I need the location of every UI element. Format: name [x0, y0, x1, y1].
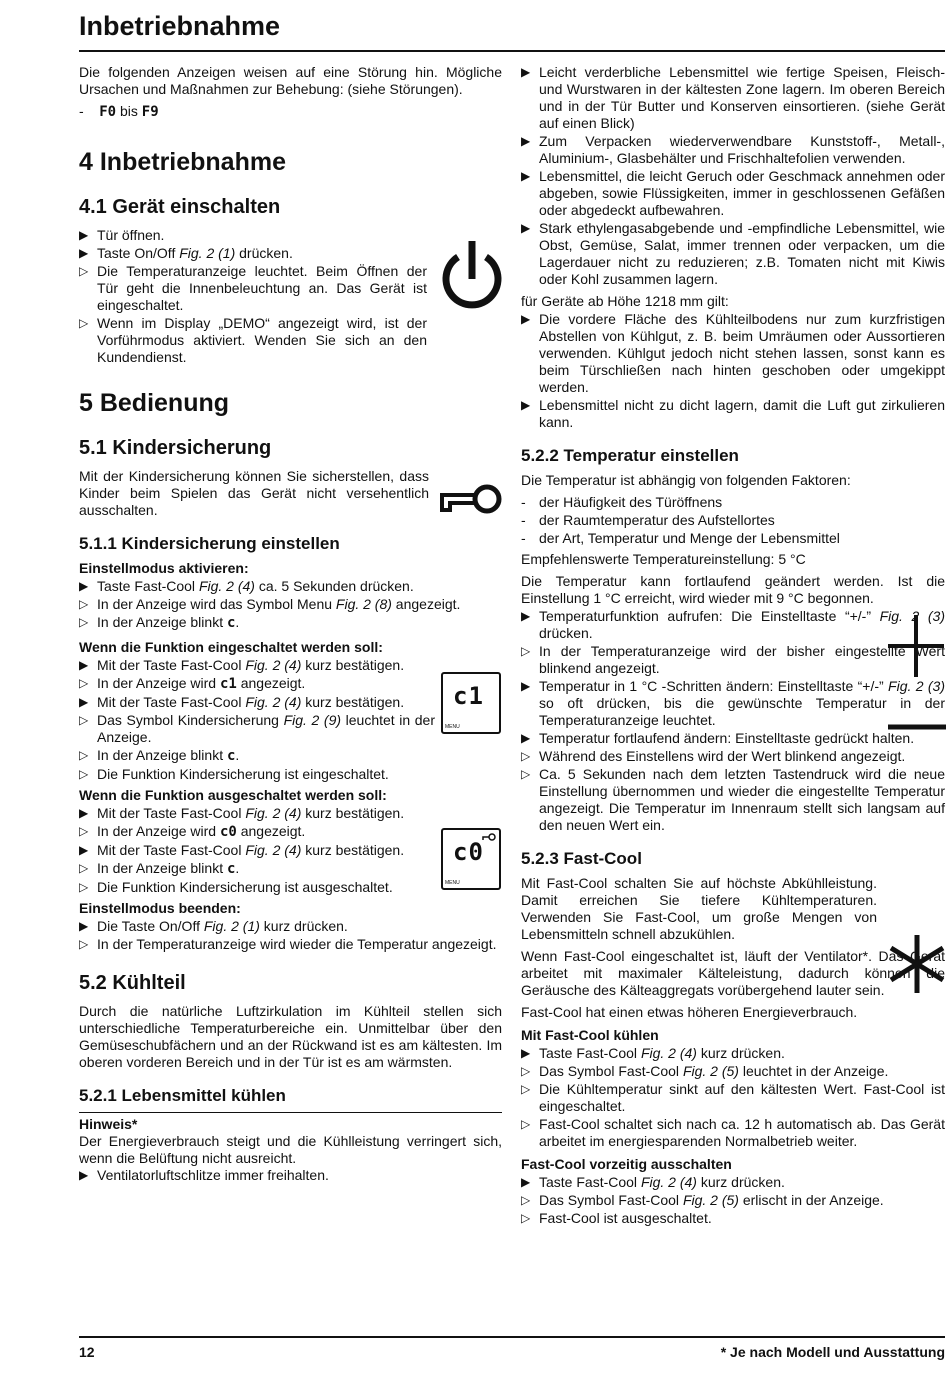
temp-recommendation: Empfehlenswerte Temperatureinstellung: 5 °C: [521, 551, 806, 567]
list-item: [79, 1167, 502, 1184]
list-marker: ▷: [521, 749, 531, 763]
list-item: [521, 1045, 945, 1062]
display-symbol: c: [226, 615, 236, 631]
list-marker: ▶: [79, 246, 89, 260]
key-icon: [438, 482, 504, 518]
item-text: In der Temperaturanzeige wird der bisher eingestellte Wert blinkend angezeigt.: [539, 643, 945, 676]
list-item: [521, 494, 945, 511]
display-symbol: c0: [219, 824, 237, 840]
list-marker: ▶: [521, 312, 531, 326]
key-mini-icon: [482, 833, 496, 841]
list-item: [521, 608, 945, 642]
item-text: In der Anzeige blinkt: [97, 860, 227, 876]
item-text-end: kurz bestätigen.: [301, 657, 405, 673]
exit-steps: [79, 918, 502, 953]
list-item: [79, 263, 427, 314]
item-text: Temperatur fortlaufend ändern: Einstelltaste gedrückt halten.: [539, 730, 915, 746]
list-item: [521, 1063, 945, 1080]
list-item: [79, 918, 502, 935]
list-item: [79, 227, 427, 244]
item-text: Ca. 5 Sekunden nach dem letzten Tastendruck wird die neue Einstellung übernommen und wieder die eingestellte Temperatur angezeigt. Die Temperatur im Innenraum stellt sich langsam auf den neuen Wert ein.: [539, 766, 945, 833]
list-marker: ▷: [79, 861, 89, 875]
figure-ref: Fig. 2 (3): [879, 608, 946, 624]
item-text: Taste Fast-Cool: [539, 1174, 641, 1190]
display-symbol: c: [226, 861, 236, 877]
item-text: Die vordere Fläche des Kühlteilbodens nur zum kurzfristigen Abstellen von Kühlgut, z. B. beim Umräumen oder Aussortieren verwenden. Kühlgut jedoch nicht stehen lassen, sonst kann es beim Türschließen nach hinten geschoben oder umgekippt werden.: [539, 311, 945, 395]
list-item: [79, 596, 502, 613]
section-5-2-3-heading: 5.2.3 Fast-Cool: [521, 849, 642, 868]
group-disable-title: Wenn die Funktion ausgeschaltet werden soll:: [79, 787, 387, 803]
item-text-end: angezeigt.: [236, 823, 306, 839]
item-text: Das Symbol Kindersicherung: [97, 712, 284, 728]
group-exit-title: Einstellmodus beenden:: [79, 900, 241, 916]
list-item: [521, 311, 945, 396]
item-text: In der Anzeige blinkt: [97, 747, 227, 763]
item-text-end: .: [235, 614, 240, 630]
item-text-end: leuchtet in der Anzeige.: [738, 1063, 889, 1079]
display-symbol: c: [226, 748, 236, 764]
section-5-1-heading: 5.1 Kindersicherung: [79, 437, 272, 459]
item-text: Die Funktion Kindersicherung ist ausgeschaltet.: [97, 879, 393, 895]
list-item: [521, 643, 945, 677]
item-text: Mit der Taste Fast-Cool: [97, 657, 246, 673]
item-text: In der Anzeige wird das Symbol Menu: [97, 596, 336, 612]
list-item: [521, 748, 945, 765]
item-text: Während des Einstellens wird der Wert blinkend angezeigt.: [539, 748, 906, 764]
item-text: Ventilatorluftschlitze immer freihalten.: [97, 1167, 329, 1183]
item-text-end: drücken.: [235, 245, 293, 261]
item-text-end: so oft drücken, bis die gewünschte Temperatur in der Temperaturanzeige leuchtet.: [539, 695, 945, 728]
list-marker: ▶: [79, 806, 89, 820]
item-text: Temperatur in 1 °C -Schritten ändern: Einstelltaste “+/-”: [539, 678, 889, 694]
temp-intro: Die Temperatur ist abhängig von folgenden Faktoren:: [521, 472, 851, 488]
item-text: Stark ethylengasabgebende und -empfindliche Lebensmittel, wie Obst, Gemüse, Salat, immer trennen oder verpacken, um die Lagerdauer nicht zu reduzieren; z.B. Tomaten nicht mit Kiwis oder Kohl zusammen lagern.: [539, 220, 945, 287]
list-item: [79, 315, 427, 366]
display-symbol: c1: [219, 676, 237, 692]
list-item: [521, 1192, 945, 1209]
list-marker: ▶: [521, 731, 531, 745]
item-text-end: .: [235, 747, 240, 763]
temp-factors: [521, 494, 945, 547]
item-text-end: kurz bestätigen.: [301, 805, 405, 821]
hint-box: [79, 1112, 502, 1184]
page-number: 12: [79, 1344, 95, 1360]
item-text: der Häufigkeit des Türöffnens: [539, 494, 723, 510]
height-note: für Geräte ab Höhe 1218 mm gilt:: [521, 293, 729, 309]
list-marker: ▷: [79, 615, 89, 629]
figure-ref: Fig. 2 (8): [335, 596, 392, 612]
list-marker: ▶: [521, 221, 531, 235]
figure-ref: Fig. 2 (4): [245, 842, 302, 858]
list-marker: ▶: [79, 658, 89, 672]
list-marker: ▷: [521, 1211, 531, 1225]
item-text-end: leuchtet in der Anzeige.: [97, 712, 436, 745]
hint-title: Hinweis*: [79, 1116, 138, 1132]
item-text: Taste On/Off: [97, 245, 180, 261]
group-enable-title: Wenn die Funktion eingeschaltet werden soll:: [79, 639, 383, 655]
figure-ref: Fig. 2 (4): [640, 1045, 697, 1061]
snowflake-icon: [887, 933, 947, 995]
list-item: [79, 879, 435, 896]
activate-steps: [79, 578, 502, 632]
item-text: Das Symbol Fast-Cool: [539, 1063, 683, 1079]
list-item: [521, 512, 945, 529]
list-marker: -: [521, 494, 526, 510]
figure-ref: Fig. 2 (4): [640, 1174, 697, 1190]
item-text: Mit der Taste Fast-Cool: [97, 694, 246, 710]
item-text-end: angezeigt.: [391, 596, 461, 612]
item-text: Die Temperaturanzeige leuchtet. Beim Öffnen der Tür geht die Innenbeleuchtung an. Das Gerät ist eingeschaltet.: [97, 263, 427, 313]
list-marker: ▷: [79, 748, 89, 762]
figure-ref: Fig. 2 (4): [245, 805, 302, 821]
fast-cool-off-steps: [521, 1174, 945, 1227]
list-item: [521, 1174, 945, 1191]
right-column: [521, 64, 945, 1228]
item-text: der Art, Temperatur und Menge der Lebensmittel: [539, 530, 840, 546]
item-text: In der Anzeige wird: [97, 823, 220, 839]
fast-cool-text-3: Fast-Cool hat einen etwas höheren Energieverbrauch.: [521, 1004, 858, 1020]
item-text: Mit der Taste Fast-Cool: [97, 805, 246, 821]
item-text-end: drücken.: [539, 625, 593, 641]
power-on-steps: [79, 227, 427, 366]
page-footer: [79, 1336, 945, 1360]
figure-ref: Fig. 2 (5): [682, 1063, 739, 1079]
list-marker: ▷: [521, 1082, 531, 1096]
item-text: In der Anzeige blinkt: [97, 614, 227, 630]
list-item: [79, 657, 435, 674]
item-text-end: .: [235, 860, 240, 876]
item-text: Tür öffnen.: [97, 227, 165, 243]
list-item: [79, 842, 435, 859]
list-item: [79, 823, 435, 841]
list-item: [521, 730, 945, 747]
list-marker: ▶: [521, 169, 531, 183]
item-text-end: kurz drücken.: [696, 1174, 785, 1190]
fast-cool-on-title: Mit Fast-Cool kühlen: [521, 1027, 659, 1043]
figure-ref: Fig. 2 (9): [283, 712, 342, 728]
hint-text: Der Energieverbrauch steigt und die Kühlleistung verringert sich, wenn die Belüftung nicht ausreicht.: [79, 1133, 502, 1166]
figure-ref: Fig. 2 (4): [245, 657, 302, 673]
list-marker: ▷: [79, 264, 89, 278]
list-item: [79, 675, 435, 693]
list-item: [79, 245, 427, 262]
list-marker: -: [521, 530, 526, 546]
power-icon: [438, 237, 506, 317]
list-item: [521, 1081, 945, 1115]
hint-steps: [79, 1167, 502, 1184]
item-text: Zum Verpacken wiederverwendbare Kunststoff-, Metall-, Aluminium-, Glasbehälter und Frischhaltefolien verwenden.: [539, 133, 945, 166]
item-text: der Raumtemperatur des Aufstellortes: [539, 512, 775, 528]
figure-ref: Fig. 2 (4): [198, 578, 255, 594]
item-text: Leicht verderbliche Lebensmittel wie fertige Speisen, Fleisch- und Wurstwaren in der kältesten Zone lagern. Im oberen Bereich und in der Tür Butter und Konserven einsortieren. (siehe Gerät auf einen Blick): [539, 64, 945, 131]
page-title: Inbetriebnahme: [79, 11, 281, 41]
list-marker: ▷: [79, 937, 89, 951]
item-text: In der Anzeige wird: [97, 675, 220, 691]
intro-text: Die folgenden Anzeigen weisen auf eine Störung hin. Mögliche Ursachen und Maßnahmen zur Behebung: (siehe Störungen).: [79, 64, 502, 97]
list-marker: ▶: [79, 228, 89, 242]
list-marker: ▷: [521, 767, 531, 781]
list-marker: ▷: [79, 824, 89, 838]
list-item: [521, 64, 945, 132]
list-marker: ▷: [79, 676, 89, 690]
list-item: [521, 766, 945, 834]
list-marker: -: [521, 512, 526, 528]
item-text: Mit der Taste Fast-Cool: [97, 842, 246, 858]
list-marker: ▶: [521, 398, 531, 412]
list-item: [79, 936, 502, 953]
item-text: Temperaturfunktion aufrufen: Die Einstelltaste “+/-”: [539, 608, 880, 624]
cooling-text: Durch die natürliche Luftzirkulation im Kühlteil stellen sich unterschiedliche Temperaturbereiche ein. Unmittelbar über den Gemüseschubfächern und an der Rückwand ist es am kältesten. Im oberen vorderen Bereich und in der Tür ist es am wärmsten.: [79, 1003, 502, 1070]
footer-note: * Je nach Modell und Ausstattung: [720, 1344, 945, 1360]
list-item: [79, 766, 435, 783]
list-marker: ▶: [521, 134, 531, 148]
list-marker: ▶: [79, 579, 89, 593]
child-lock-text: Mit der Kindersicherung können Sie sicherstellen, dass Kinder beim Spielen das Gerät nicht versehentlich ausschalten.: [79, 468, 429, 518]
minus-icon: [888, 722, 946, 732]
list-marker: ▶: [79, 1168, 89, 1182]
list-item: [521, 168, 945, 219]
item-text: Lebensmittel nicht zu dicht lagern, damit die Luft gut zirkulieren kann.: [539, 397, 945, 430]
section-5-2-1-heading: 5.2.1 Lebensmittel kühlen: [79, 1086, 286, 1105]
item-text: In der Temperaturanzeige wird wieder die Temperatur angezeigt.: [97, 936, 497, 952]
list-marker: ▶: [79, 695, 89, 709]
fast-cool-on-steps: [521, 1045, 945, 1150]
list-marker: ▷: [79, 713, 89, 727]
list-marker: ▶: [521, 609, 531, 623]
lcd-display-c0: c0 MENU: [441, 828, 501, 890]
figure-ref: Fig. 2 (1): [179, 245, 236, 261]
lcd-display-c1: c1 MENU: [441, 672, 501, 734]
item-text: Wenn im Display „DEMO“ angezeigt wird, ist der Vorführmodus aktiviert. Wenden Sie sich an den Kundendienst.: [97, 315, 427, 365]
fast-cool-text-2: Wenn Fast-Cool eingeschaltet ist, läuft der Ventilator*. Das Gerät arbeitet mit maximaler Kälteleistung, dadurch können die Geräusche des Kälteaggregats vorübergehend lauter sein.: [521, 948, 945, 998]
section-4-1-heading: 4.1 Gerät einschalten: [79, 196, 281, 218]
item-text-end: kurz drücken.: [696, 1045, 785, 1061]
list-marker: ▶: [521, 1046, 531, 1060]
list-marker: ▶: [79, 843, 89, 857]
item-text-end: kurz bestätigen.: [301, 694, 405, 710]
group-activate-title: Einstellmodus aktivieren:: [79, 560, 249, 576]
item-text: Die Kühltemperatur sinkt auf den kältesten Wert. Fast-Cool ist eingeschaltet.: [539, 1081, 945, 1114]
list-item: [79, 694, 435, 711]
section-5-heading: 5 Bedienung: [79, 389, 230, 417]
list-marker: ▷: [521, 1117, 531, 1131]
temp-text: Die Temperatur kann fortlaufend geändert werden. Ist die Einstellung 1 °C erreicht, wird wieder mit 9 °C begonnen.: [521, 573, 945, 606]
list-marker: ▷: [79, 316, 89, 330]
item-text: Taste Fast-Cool: [97, 578, 199, 594]
section-4-heading: 4 Inbetriebnahme: [79, 148, 286, 176]
list-item: [521, 133, 945, 167]
figure-ref: Fig. 2 (5): [682, 1192, 739, 1208]
disable-steps: [79, 805, 435, 896]
item-text-end: erlischt in der Anzeige.: [738, 1192, 884, 1208]
left-column: [79, 64, 502, 1185]
list-item: [79, 805, 435, 822]
figure-ref: Fig. 2 (4): [245, 694, 302, 710]
item-text: Das Symbol Fast-Cool: [539, 1192, 683, 1208]
item-text-end: ca. 5 Sekunden drücken.: [254, 578, 414, 594]
fast-cool-text-1: Mit Fast-Cool schalten Sie auf höchste Abkühlleistung. Damit erreichen Sie tiefere Kühltemperaturen. Verwenden Sie Fast-Cool, um große Mengen von Lebensmitteln schnell abzukühlen.: [521, 875, 877, 942]
list-item: [521, 1116, 945, 1150]
item-text: Lebensmittel, die leicht Geruch oder Geschmack annehmen oder abgeben, sowie Flüssigkeiten, immer in geschlossenen Gefäßen oder abgedeckt aufbewahren.: [539, 168, 945, 218]
item-text: Fast-Cool ist ausgeschaltet.: [539, 1210, 712, 1226]
list-item: [79, 860, 435, 878]
item-text: Die Funktion Kindersicherung ist eingeschaltet.: [97, 766, 389, 782]
list-item: [521, 220, 945, 288]
list-marker: ▶: [79, 919, 89, 933]
list-marker: ▶: [521, 1175, 531, 1189]
list-marker: ▷: [79, 597, 89, 611]
list-marker: ▷: [521, 644, 531, 658]
list-item: [521, 1210, 945, 1227]
section-5-2-2-heading: 5.2.2 Temperatur einstellen: [521, 446, 739, 465]
list-item: [521, 397, 945, 431]
plus-icon: [886, 615, 946, 677]
list-item: [79, 747, 435, 765]
section-5-1-1-heading: 5.1.1 Kindersicherung einstellen: [79, 534, 340, 553]
list-item: [521, 530, 945, 547]
item-text: Fast-Cool schaltet sich nach ca. 12 h automatisch ab. Das Gerät arbeitet im energiesparenden Normalbetrieb weiter.: [539, 1116, 945, 1149]
food-storage-list: [521, 64, 945, 288]
list-marker: ▷: [79, 880, 89, 894]
item-text-end: kurz drücken.: [259, 918, 348, 934]
height-list: [521, 311, 945, 431]
figure-ref: Fig. 2 (1): [203, 918, 260, 934]
page-header: [79, 6, 945, 52]
list-marker: ▷: [521, 1064, 531, 1078]
list-item: [79, 712, 435, 746]
list-item: [79, 614, 502, 632]
list-marker: ▷: [521, 1193, 531, 1207]
section-5-2-heading: 5.2 Kühlteil: [79, 972, 186, 994]
list-marker: ▶: [521, 679, 531, 693]
figure-ref: Fig. 2 (3): [888, 678, 945, 694]
list-marker: ▶: [521, 65, 531, 79]
temp-steps: [521, 608, 945, 834]
list-item: [79, 578, 502, 595]
item-text: Taste Fast-Cool: [539, 1045, 641, 1061]
list-item: [521, 678, 945, 729]
fast-cool-off-title: Fast-Cool vorzeitig ausschalten: [521, 1156, 732, 1172]
fault-codes: - F0 bis F9: [79, 103, 159, 120]
item-text: Die Taste On/Off: [97, 918, 204, 934]
list-marker: ▷: [79, 767, 89, 781]
item-text-end: angezeigt.: [236, 675, 306, 691]
item-text-end: kurz bestätigen.: [301, 842, 405, 858]
enable-steps: [79, 657, 435, 783]
